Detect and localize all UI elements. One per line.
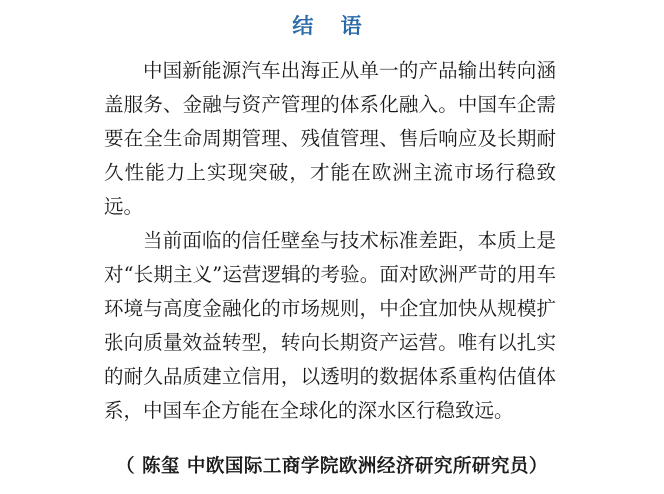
section-heading: 结 语 — [292, 14, 372, 38]
paragraph-1: 中国新能源汽车出海正从单一的产品输出转向涵盖服务、金融与资产管理的体系化融入。中国车企需要在全生命周期管理、残值管理、售后响应及长期耐久性能力上实现突破，才能在欧洲主流市场行稳致远。 — [104, 59, 556, 218]
paragraph-2: 当前面临的信任壁垒与技术标准差距，本质上是对“长期主义”运营逻辑的考验。面对欧洲严苛的用车环境与高度金融化的市场规则，中企宜加快从规模扩张向质量效益转型，转向长期资产运营。唯有以扎实的耐久品质建立信用，以透明的数据体系重构估值体系，中国车企方能在全球化的深水区行稳致远。 — [104, 229, 556, 422]
author-byline: （ 陈玺 中欧国际工商学院欧洲经济研究所研究员） — [116, 456, 548, 477]
article-body — [104, 54, 556, 428]
